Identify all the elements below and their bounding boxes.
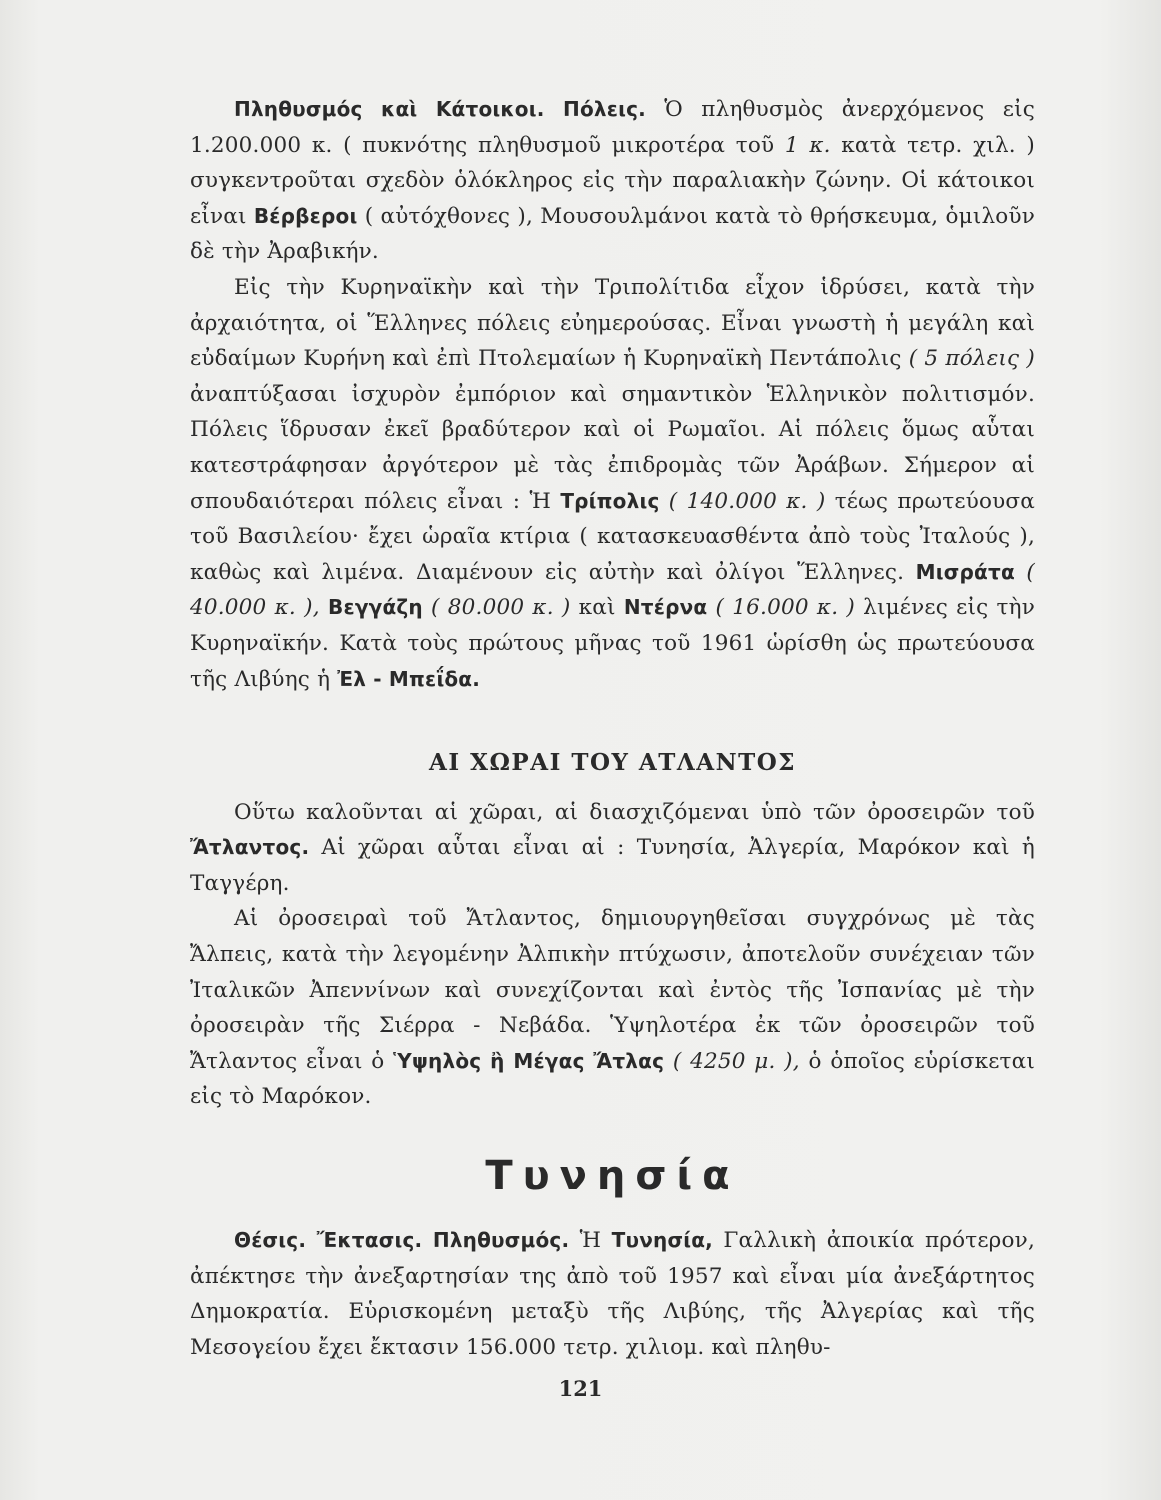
bold-run: Τυνησία, xyxy=(611,1228,713,1253)
paragraph-cities xyxy=(190,270,1035,697)
text-run: ὁ ὁποῖος εὑρίσκεται εἰς τὸ Μαρόκον. xyxy=(190,1048,1035,1110)
text-run: ἀναπτύξασαι ἰσχυρὸν ἐμπόριον καὶ σημαντικὸν Ἑλληνικὸν πολιτισμόν. Πόλεις ἵδρυσαν ἐκεῖ βραδύτερον καὶ οἱ Ρωμαῖοι. Αἱ πόλεις ὅμως αὗται κατεστράφησαν ἀργότερον μὲ τὰς ἐπιδρομὰς τῶν Ἀράβων. Σήμερον αἱ σπουδαιότεραι πόλεις εἶναι : Ἡ xyxy=(190,381,1035,514)
page-text xyxy=(190,92,1035,1365)
city-derna: Ντέρνα xyxy=(623,595,708,620)
section-heading-atlas: ΑΙ ΧΩΡΑΙ ΤΟΥ ΑΤΛΑΝΤΟΣ xyxy=(429,749,796,777)
italic-run: ( 5 πόλεις ) xyxy=(908,346,1035,372)
text-run: τέως πρωτεύουσα τοῦ Βασιλείου· ἔχει ὡραῖα κτίρια ( κατασκευασθέντα ἀπὸ τοὺς Ἰταλούς ), καθὼς καὶ λιμένα. Διαμένουν εἰς αὐτὴν καὶ ὀλίγοι Ἕλληνες. xyxy=(190,488,1035,585)
italic-run: ( 80.000 κ. ) xyxy=(422,595,571,621)
italic-run: 1 κ. xyxy=(784,132,831,158)
text-run: καὶ xyxy=(570,595,624,621)
subheading-population: Πληθυσμός καὶ Κάτοικοι. Πόλεις. xyxy=(234,97,646,121)
text-run: Γαλλικὴ ἀποικία πρότερον, ἀπέκτησε τὴν ἀνεξαρτησίαν της ἀπὸ τοῦ 1957 καὶ εἶναι μία ἀνεξάρτητος Δημοκρατία. Εὑρισκομένη μεταξὺ τῆς Λιβύης, τῆς Ἀλγερίας καὶ τῆς Μεσογείου ἔχει ἔκτασιν 156.000 τετρ. χιλιομ. καὶ πληθυ- xyxy=(190,1228,1035,1360)
text-run: Αἱ χῶραι αὗται εἶναι αἱ : Τυνησία, Ἀλγερία, Μαρόκον καὶ ἡ Ταγγέρη. xyxy=(190,835,1035,896)
subheading-position: Θέσις. Ἔκτασις. Πληθυσμός. xyxy=(234,1228,570,1253)
section-heading-tunisia: Τυνησία xyxy=(485,1153,740,1200)
text-run: ( αὐτόχθονες ), Μουσουλμάνοι κατὰ τὸ θρήσκευμα, ὁμιλοῦν δὲ τὴν Ἀραβικήν. xyxy=(190,203,1035,265)
italic-run: ( 4250 μ. ), xyxy=(664,1048,800,1074)
bold-run: Ἄτλαντος. xyxy=(190,835,310,860)
city-tripoli: Τρίπολις xyxy=(560,488,660,513)
city-benghazi: Βεγγάζη xyxy=(319,595,423,620)
bold-run: Ὑψηλὸς ἢ Μέγας Ἄτλας xyxy=(393,1048,665,1073)
text-run: κατὰ τετρ. χιλ. ) συγκεντροῦται σχεδὸν ὁλόκληρος εἰς τὴν παραλιακὴν ζώνην. Οἱ κάτοικοι εἶναι xyxy=(190,132,1036,229)
text-run: Ἡ xyxy=(569,1228,612,1254)
city-el-beida: Ἐλ - Μπεΐδα. xyxy=(337,666,481,691)
text-run: Αἱ ὀροσειραὶ τοῦ Ἄτλαντος, δημιουργηθεῖσαι συγχρόνως μὲ τὰς Ἄλπεις, κατὰ τὴν λεγομένην Ἀλπικὴν πτύχωσιν, ἀποτελοῦν συνέχειαν τῶν Ἰταλικῶν Ἀπεννίνων καὶ συνεχίζονται καὶ ἐντὸς τῆς Ἰσπανίας μὲ τὴν ὀροσειρὰν τῆς Σιέρρα - Νεβάδα. Ὑψηλοτέρα ἐκ τῶν ὀροσειρῶν τοῦ Ἄτλαντος εἶναι ὁ xyxy=(190,906,1035,1074)
italic-run: ( 140.000 κ. ) xyxy=(659,488,826,514)
paragraph-population xyxy=(190,92,1035,270)
text-run: Εἰς τὴν Κυρηναϊκὴν καὶ τὴν Τριπολίτιδα εἶχον ἱδρύσει, κατὰ τὴν ἀρχαιότητα, οἱ Ἕλληνες πόλεις εὐημερούσας. Εἶναι γνωστὴ ἡ μεγάλη καὶ εὐδαίμων Κυρήνη καὶ ἐπὶ Πτολεμαίων ἡ Κυρηναϊκὴ Πεντάπολις xyxy=(190,274,1035,372)
bold-run: Βέρβεροι xyxy=(253,203,358,228)
page-number: 121 xyxy=(558,1376,603,1401)
paragraph-atlas-mountains xyxy=(190,901,1035,1115)
paragraph-atlas-countries xyxy=(190,795,1035,902)
italic-run: ( 40.000 κ. ), xyxy=(190,559,1036,621)
text-run: Ὁ πληθυσμὸς ἀνερχόμενος εἰς 1.200.000 κ. ( πυκνότης πληθυσμοῦ μικροτέρα τοῦ xyxy=(190,97,1035,158)
text-run: λιμένες εἰς τὴν Κυρηναϊκήν. Κατὰ τοὺς πρώτους μῆνας τοῦ 1961 ὡρίσθη ὡς πρωτεύουσα τῆς Λιβύης ἡ xyxy=(190,595,1035,692)
paragraph-tunisia xyxy=(190,1223,1035,1365)
text-run: Οὕτω καλοῦνται αἱ χῶραι, αἱ διασχιζόμεναι ὑπὸ τῶν ὀροσειρῶν τοῦ xyxy=(234,799,1035,825)
city-misrata: Μισράτα xyxy=(915,559,1015,584)
italic-run: ( 16.000 κ. ) xyxy=(707,595,855,621)
